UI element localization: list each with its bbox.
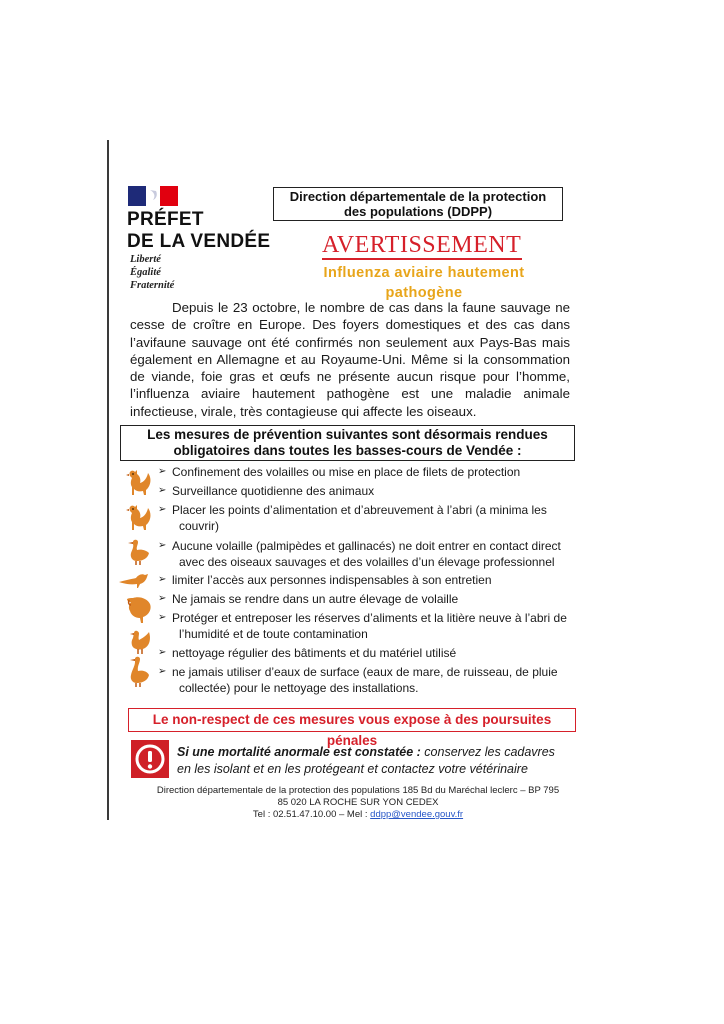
measure-item: ➢ Ne jamais se rendre dans un autre élevage de volaille: [158, 592, 459, 606]
arrow-bullet-icon: ➢: [158, 647, 167, 658]
footer-address-line2: 85 020 LA ROCHE SUR YON CEDEX: [277, 797, 439, 808]
prefet-title: PRÉFET DE LA VENDÉE: [127, 209, 271, 252]
scan-edge-line: [107, 140, 109, 820]
arrow-bullet-icon: ➢: [158, 485, 167, 496]
arrow-bullet-icon: ➢: [158, 540, 167, 551]
measure-item: ➢ ne jamais utiliser d’eaux de surface (eaux de mare, de ruisseau, de pluie collectée) pour le nettoyage des installations.: [158, 665, 558, 695]
republic-motto: Liberté Égalité Fraternité: [130, 254, 175, 291]
rooster-icon: [124, 468, 154, 498]
mortality-alert-text: Si une mortalité anormale est constatée : conservez les cadavres en les isolant et en les protégeant et contactez votre vétérinaire: [177, 745, 555, 776]
pheasant-icon: [118, 570, 154, 590]
warning-title-underline: [322, 258, 522, 260]
ddpp-title-box: Direction départementale de la protection des populations (DDPP): [273, 187, 563, 221]
arrow-bullet-icon: ➢: [158, 466, 167, 477]
measure-item: ➢ Protéger et entreposer les réserves d’aliments et la litière neuve à l’abri de l’humidité et de toute contamination: [158, 611, 567, 641]
measure-item: ➢ Aucune volaille (palmipèdes et gallinacés) ne doit entrer en contact direct avec des oiseaux sauvages et des volailles d’un élevage professionnel: [158, 539, 561, 569]
intro-paragraph: Depuis le 23 octobre, le nombre de cas dans la faune sauvage ne cesse de croître en Europe. Des foyers domestiques et des cas dans l’avifaune sauvage ont été confirmés non seulement aux Pays-Bas mais également en Allemagne et au Royaume-Uni. Même si la consommation de viande, foie gras et œufs ne présente aucun risque pour l’homme, l’influenza aviaire hautement pathogène est une maladie animale infectieuse, virale, très contagieuse qui affecte les oiseaux.: [130, 300, 570, 419]
footer-contact: Tel : 02.51.47.10.00 – Mel : ddpp@vendee.gouv.fr: [252, 809, 464, 820]
marianne-logo-icon: [128, 186, 178, 206]
goose-icon: [126, 656, 152, 688]
turkey-icon: [123, 594, 155, 626]
measure-item: ➢ Placer les points d’alimentation et d’abreuvement à l’abri (a minima les couvrir): [158, 503, 547, 533]
measure-item: ➢ Surveillance quotidienne des animaux: [158, 484, 375, 498]
duck-icon: [126, 538, 152, 566]
arrow-bullet-icon: ➢: [158, 612, 167, 623]
arrow-bullet-icon: ➢: [158, 574, 167, 585]
rooster-icon: [124, 503, 154, 533]
chicken-icon: [126, 628, 152, 656]
measure-item: ➢ nettoyage régulier des bâtiments et du matériel utilisé: [158, 646, 457, 660]
measure-item: ➢ Confinement des volailles ou mise en place de filets de protection: [158, 465, 521, 479]
arrow-bullet-icon: ➢: [158, 504, 167, 515]
exclamation-icon: [131, 740, 169, 778]
measure-item: ➢ limiter l’accès aux personnes indispensables à son entretien: [158, 573, 492, 587]
arrow-bullet-icon: ➢: [158, 666, 167, 677]
email-link[interactable]: ddpp@vendee.gouv.fr: [370, 809, 464, 820]
footer-address-line1: Direction départementale de la protection des populations 185 Bd du Maréchal leclerc – BP 795: [156, 785, 560, 796]
warning-title: AVERTISSEMENT: [322, 232, 522, 258]
arrow-bullet-icon: ➢: [158, 593, 167, 604]
penalty-warning-box: Le non-respect de ces mesures vous expose à des poursuites pénales: [128, 708, 576, 732]
subtitle: Influenza aviaire hautement pathogène: [323, 265, 525, 301]
measures-heading-box: Les mesures de prévention suivantes sont désormais rendues obligatoires dans toutes les basses-cours de Vendée :: [120, 425, 575, 461]
